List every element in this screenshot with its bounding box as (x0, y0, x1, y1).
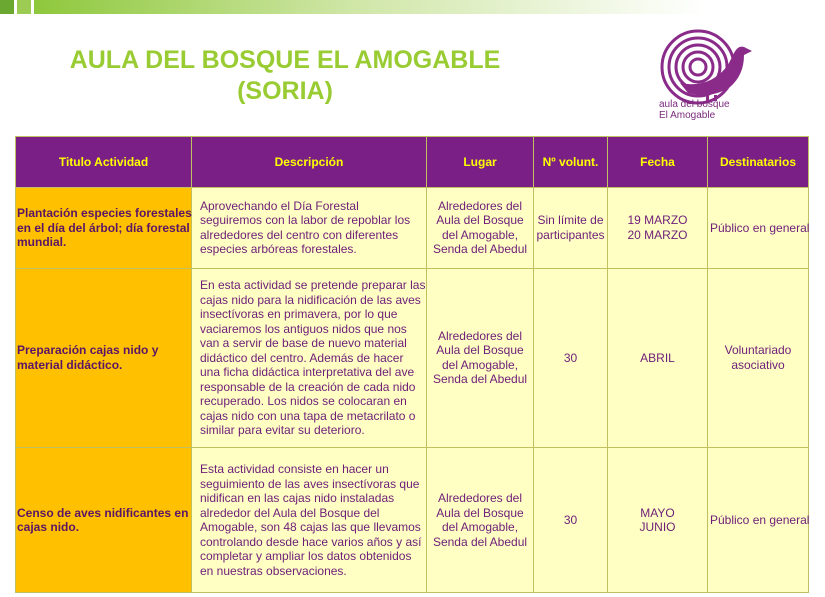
header-description: Descripción (192, 137, 427, 188)
text-line: completar y ampliar los datos obtenidos (200, 549, 412, 564)
text-line: Alrededores del (437, 198, 523, 213)
text-line: mundial. (17, 235, 67, 250)
text-line: responsable de la creación de cada nido (200, 379, 416, 394)
text-line: Aula del Bosque (436, 213, 524, 228)
text-line: controlando desde hace varios años y así (200, 534, 422, 549)
text-line: seguimiento de las aves insectívoras que (200, 476, 420, 491)
title-line-1: AULA DEL BOSQUE EL AMOGABLE (69, 46, 501, 74)
text-line: asociativo (731, 357, 785, 372)
decor-gradient (34, 0, 825, 14)
activities-table (15, 136, 809, 593)
text-line: Público en general (710, 220, 810, 235)
place-cell (427, 268, 534, 448)
logo-caption (659, 99, 730, 121)
text-line: Alrededores del (437, 328, 523, 343)
header-volunteers: Nº volunt. (534, 137, 608, 188)
text-line: seguiremos con la labor de repoblar los (200, 213, 411, 228)
logo-caption-line-2: El Amogable (659, 110, 716, 121)
volunteers-cell (534, 188, 608, 268)
text-line: cajas nido con una tapa de metacrilato o (200, 408, 416, 423)
decor-square (17, 0, 31, 14)
text-line: Aprovechando el Día Forestal (200, 198, 359, 213)
text-line: insectívoras en primavera, por lo que (200, 307, 398, 322)
audience-cell (708, 268, 809, 448)
text-line: alrededor del Aula del Bosque del (200, 505, 380, 520)
title-line-2: (SORIA) (237, 77, 333, 105)
text-line: Aula del Bosque (436, 343, 524, 358)
header-date: Fecha (608, 137, 708, 188)
text-line: material didáctico. (17, 357, 123, 372)
date-cell (608, 268, 708, 448)
text-line: Alrededores del (437, 491, 523, 506)
text-line: similar para evitar su deterioro. (200, 423, 365, 438)
volunteers-cell (534, 448, 608, 593)
activity-cell (16, 188, 192, 268)
text-line: en nuestras observaciones. (200, 563, 347, 578)
text-line: cajas nido para la nidificación de las aves (200, 292, 421, 307)
description-cell (192, 188, 427, 268)
date-cell (608, 448, 708, 593)
header-audience: Destinatarios (708, 137, 809, 188)
activity-cell (16, 448, 192, 593)
audience-cell (708, 188, 809, 268)
text-line: Censo de aves nidificantes en (17, 505, 189, 520)
text-line: del Amogable, (441, 227, 519, 242)
text-line: Voluntariado (724, 343, 792, 358)
text-line: van a servir de base de nuevo material (200, 336, 407, 351)
header-row (16, 137, 809, 188)
text-line: 19 MARZO (627, 213, 688, 228)
text-line: Senda del Abedul (432, 534, 528, 549)
text-line: Público en general (710, 512, 810, 527)
text-line: especies arbóreas forestales. (200, 242, 357, 257)
table-row (16, 268, 809, 448)
place-cell (427, 188, 534, 268)
text-line: Senda del Abedul (432, 242, 528, 257)
text-line: 30 (563, 512, 578, 527)
top-decorative-bar (0, 0, 825, 14)
text-line: ABRIL (640, 350, 675, 365)
text-line: didáctico del centro. Además de hacer (200, 350, 404, 365)
text-line: una ficha didáctica interpretativa del ave (200, 365, 415, 380)
description-cell (192, 268, 427, 448)
logo-caption-line-1: aula del bosque (659, 99, 730, 110)
text-line: En esta actividad se pretende preparar las (200, 278, 426, 293)
text-line: Preparación cajas nido y (17, 343, 159, 358)
text-line: Sin límite de (537, 213, 604, 228)
page-title (45, 45, 525, 107)
text-line: Plantación especies forestales (17, 206, 192, 221)
text-line: 30 (563, 350, 578, 365)
text-line: nidifican en las cajas nido instaladas (200, 491, 395, 506)
text-line: vaciaremos los antiguos nidos que nos (200, 321, 407, 336)
header-activity-title: Titulo Actividad (16, 137, 192, 188)
text-line: Amogable, son 48 cajas las que llevamos (200, 520, 421, 535)
activity-cell (16, 268, 192, 448)
text-line: JUNIO (639, 520, 676, 535)
place-cell (427, 448, 534, 593)
text-line: cajas nido. (17, 520, 80, 535)
text-line: recuperado. Los nidos se colocaran en (200, 394, 407, 409)
text-line: Aula del Bosque (436, 505, 524, 520)
text-line: MAYO (640, 505, 675, 520)
text-line: alrededores del centro con diferentes (200, 227, 399, 242)
text-line: participantes (536, 227, 605, 242)
date-cell (608, 188, 708, 268)
text-line: 20 MARZO (627, 227, 688, 242)
table-row (16, 188, 809, 268)
text-line: en el día del árbol; día forestal (17, 220, 190, 235)
text-line: del Amogable, (441, 357, 519, 372)
table-row (16, 448, 809, 593)
decor-square (0, 0, 14, 14)
text-line: del Amogable, (441, 520, 519, 535)
header-place: Lugar (427, 137, 534, 188)
text-line: Senda del Abedul (432, 372, 528, 387)
description-cell (192, 448, 427, 593)
text-line: Esta actividad consiste en hacer un (200, 462, 389, 477)
volunteers-cell (534, 268, 608, 448)
audience-cell (708, 448, 809, 593)
